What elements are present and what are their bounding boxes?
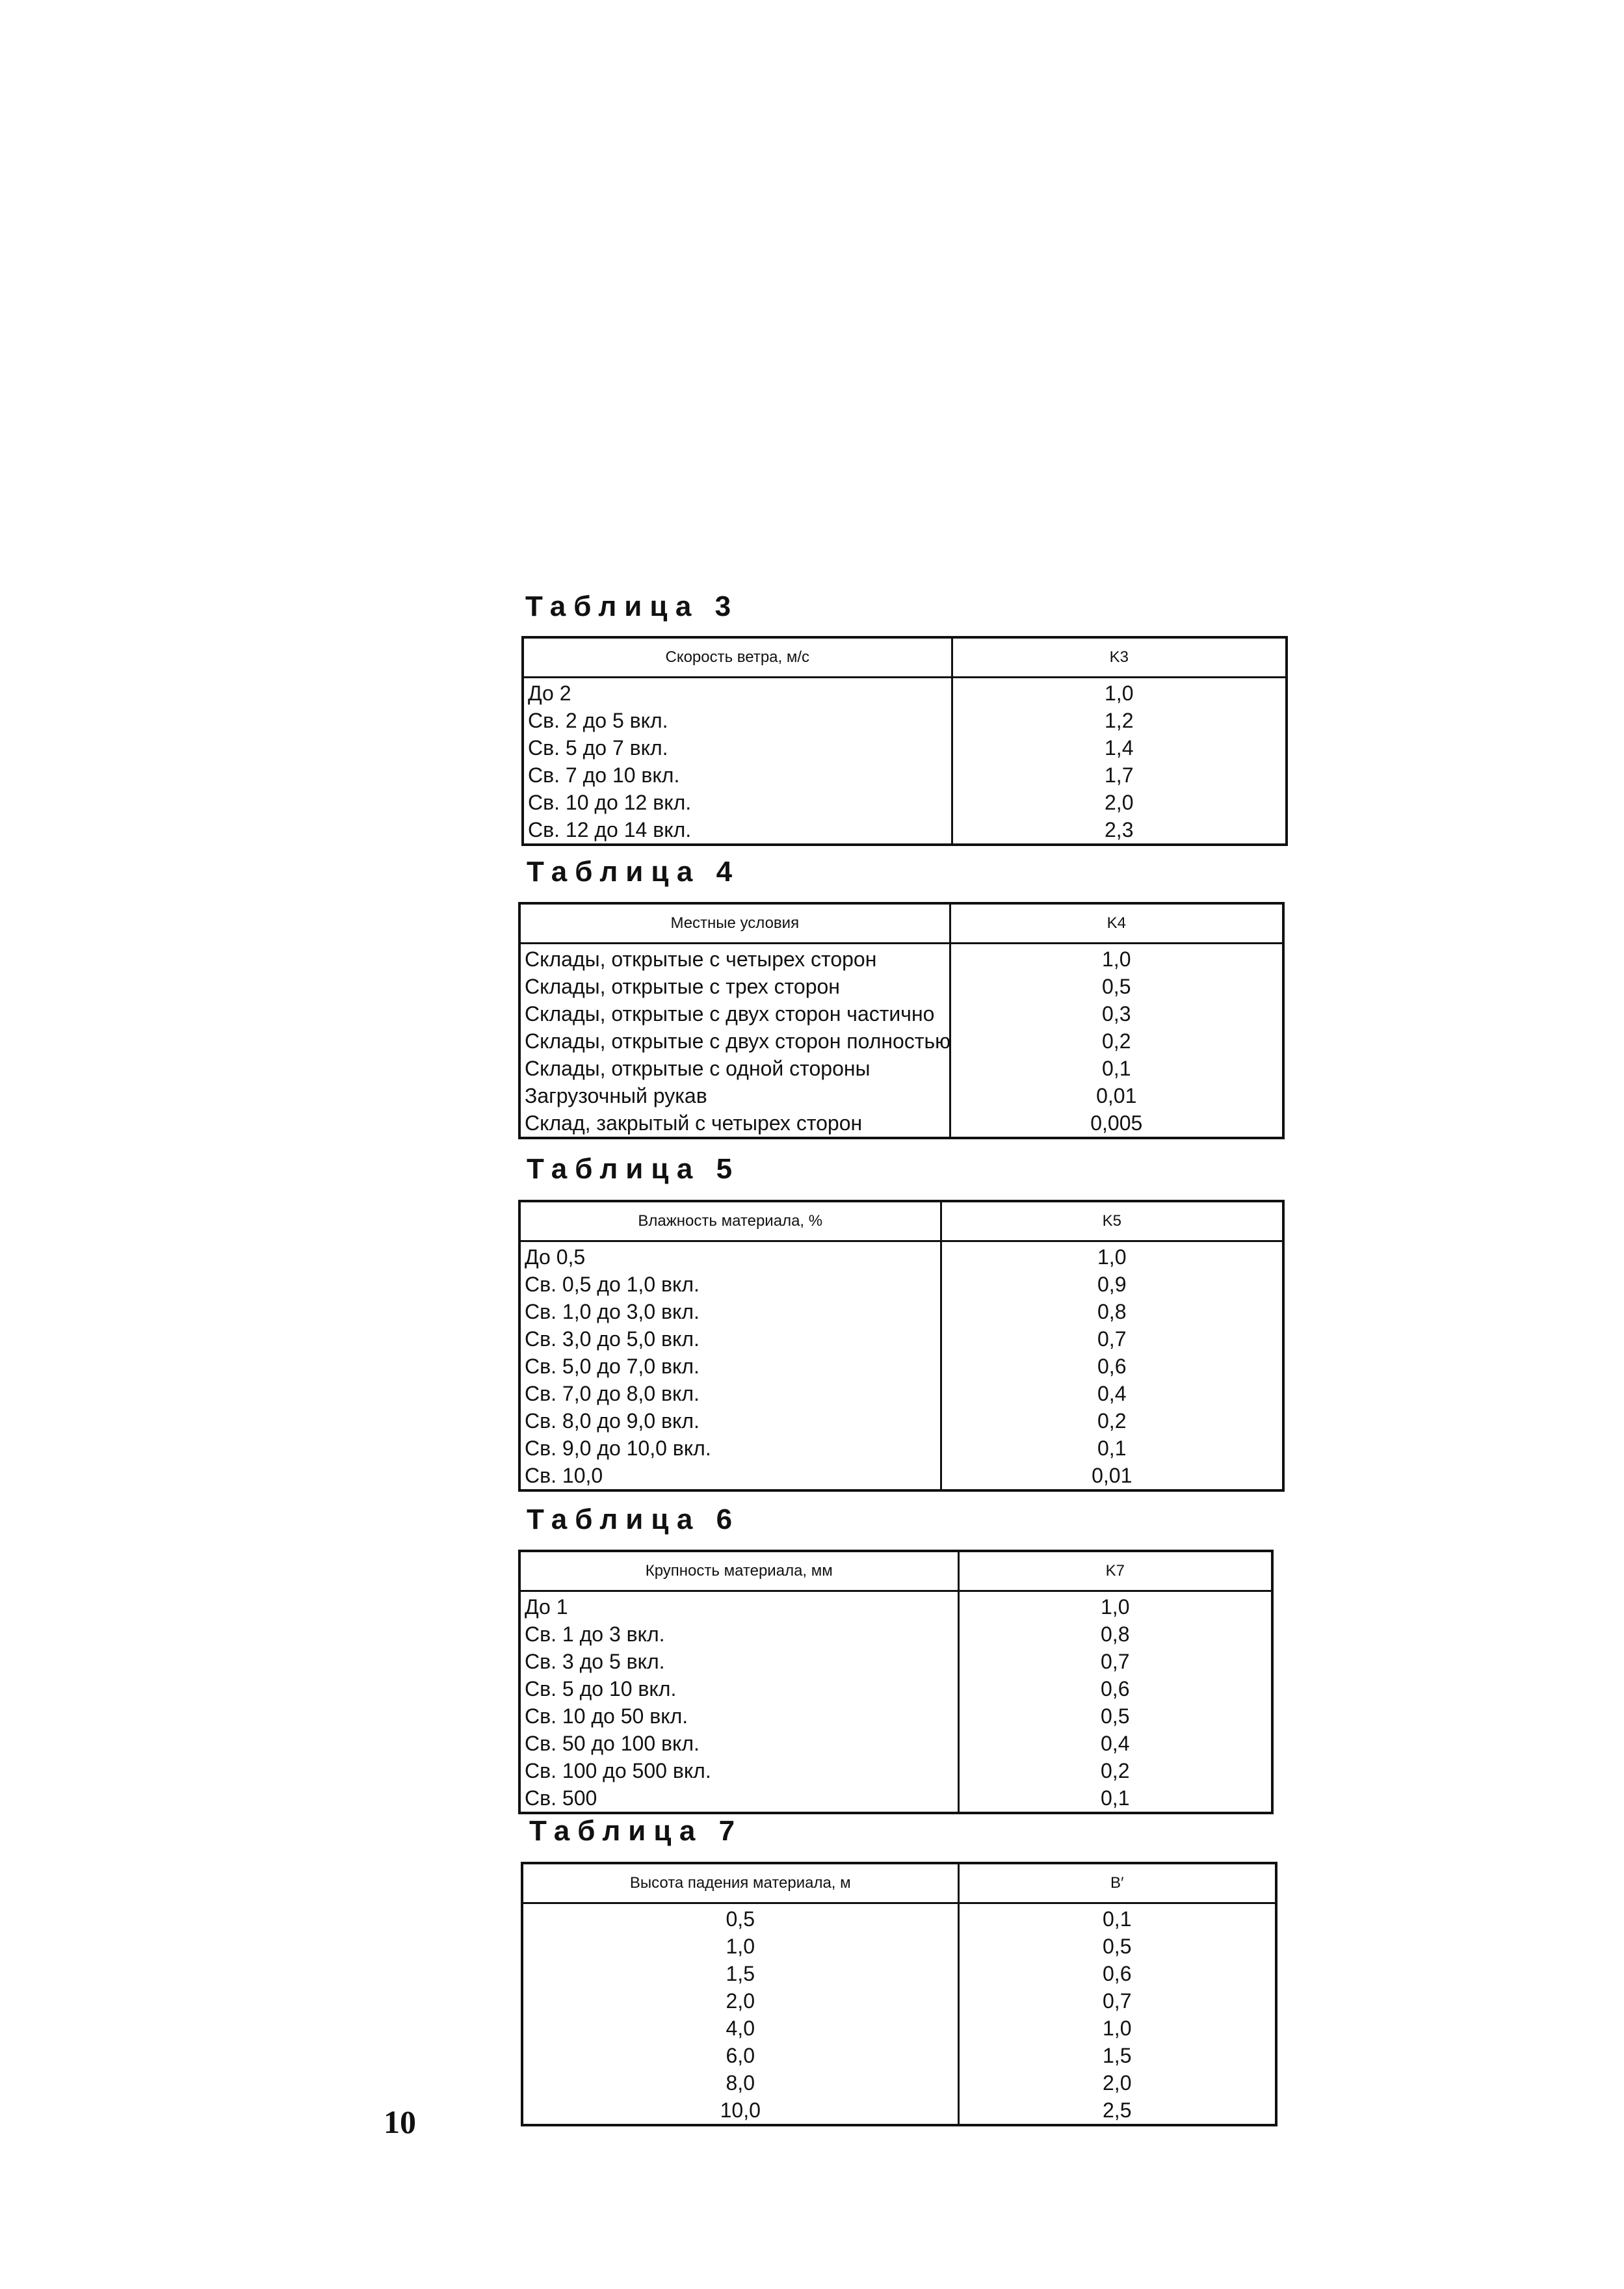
table-header-row xyxy=(519,1201,1283,1241)
table-6 xyxy=(518,1550,1274,1814)
table-row xyxy=(519,973,1283,1000)
table-row xyxy=(522,1987,1276,2015)
table-4-caption: Таблица 4 xyxy=(527,856,740,888)
table-row xyxy=(522,2042,1276,2069)
table-cell-coef: 1,7 xyxy=(952,761,1287,789)
table-cell-param: Склады, открытые с трех сторон xyxy=(519,973,950,1000)
table-3 xyxy=(521,636,1288,846)
table-cell-coef: 0,3 xyxy=(950,1000,1283,1027)
table-cell-coef: 0,6 xyxy=(941,1353,1283,1380)
table-cell-coef: 0,6 xyxy=(958,1960,1276,1987)
table-row xyxy=(519,1784,1272,1813)
table-5-header-param: Влажность материала, % xyxy=(519,1201,941,1241)
table-row xyxy=(519,1082,1283,1109)
table-cell-param: 2,0 xyxy=(522,1987,958,2015)
table-row xyxy=(523,707,1287,734)
table-cell-param: 6,0 xyxy=(522,2042,958,2069)
table-cell-param: Св. 100 до 500 вкл. xyxy=(519,1757,958,1784)
table-row xyxy=(519,1055,1283,1082)
table-cell-param: До 1 xyxy=(519,1591,958,1621)
table-header-row xyxy=(522,1863,1276,1903)
table-5-header-coef: K5 xyxy=(941,1201,1283,1241)
table-4-header-param: Местные условия xyxy=(519,903,950,944)
table-cell-param: Св. 12 до 14 вкл. xyxy=(523,816,952,845)
table-cell-coef: 0,5 xyxy=(950,973,1283,1000)
table-cell-coef: 2,5 xyxy=(958,2097,1276,2125)
table-7-caption: Таблица 7 xyxy=(529,1815,743,1847)
table-row xyxy=(523,816,1287,845)
table-4-header-coef: K4 xyxy=(950,903,1283,944)
table-cell-coef: 1,5 xyxy=(958,2042,1276,2069)
table-cell-param: 1,5 xyxy=(522,1960,958,1987)
table-cell-coef: 1,0 xyxy=(952,678,1287,708)
table-row xyxy=(519,1353,1283,1380)
table-cell-coef: 0,01 xyxy=(941,1462,1283,1490)
table-cell-param: Св. 8,0 до 9,0 вкл. xyxy=(519,1407,941,1435)
table-row xyxy=(523,761,1287,789)
table-row xyxy=(519,1757,1272,1784)
table-cell-coef: 1,0 xyxy=(950,944,1283,973)
table-cell-coef: 0,4 xyxy=(941,1380,1283,1407)
table-cell-param: Склады, открытые с двух сторон частично xyxy=(519,1000,950,1027)
table-cell-param: Загрузочный рукав xyxy=(519,1082,950,1109)
table-row xyxy=(519,1241,1283,1271)
table-cell-coef: 0,7 xyxy=(958,1648,1272,1675)
table-row xyxy=(522,1903,1276,1933)
table-3-header-coef: K3 xyxy=(952,637,1287,678)
table-cell-param: Св. 1 до 3 вкл. xyxy=(519,1621,958,1648)
table-cell-coef: 1,0 xyxy=(941,1241,1283,1271)
table-header-row xyxy=(519,903,1283,944)
table-7-header-coef: B′ xyxy=(958,1863,1276,1903)
table-cell-param: Св. 1,0 до 3,0 вкл. xyxy=(519,1298,941,1325)
table-cell-param: 10,0 xyxy=(522,2097,958,2125)
table-7-header-param: Высота падения материала, м xyxy=(522,1863,958,1903)
table-row xyxy=(519,944,1283,973)
table-header-row xyxy=(523,637,1287,678)
table-row xyxy=(522,1960,1276,1987)
table-7 xyxy=(521,1862,1277,2126)
table-cell-param: До 0,5 xyxy=(519,1241,941,1271)
table-row xyxy=(522,1933,1276,1960)
table-cell-param: Склады, открытые с одной стороны xyxy=(519,1055,950,1082)
table-4 xyxy=(518,902,1285,1139)
table-6-header-coef: K7 xyxy=(958,1551,1272,1591)
table-cell-coef: 0,8 xyxy=(941,1298,1283,1325)
table-row xyxy=(519,1109,1283,1138)
table-cell-param: Св. 50 до 100 вкл. xyxy=(519,1730,958,1757)
table-cell-param: Склады, открытые с четырех сторон xyxy=(519,944,950,973)
table-3-header-param: Скорость ветра, м/с xyxy=(523,637,952,678)
table-cell-coef: 0,5 xyxy=(958,1933,1276,1960)
table-cell-coef: 1,2 xyxy=(952,707,1287,734)
table-row xyxy=(519,1000,1283,1027)
table-row xyxy=(519,1462,1283,1490)
table-cell-coef: 0,8 xyxy=(958,1621,1272,1648)
table-cell-coef: 1,4 xyxy=(952,734,1287,761)
table-cell-param: Св. 5 до 7 вкл. xyxy=(523,734,952,761)
table-cell-param: Св. 500 xyxy=(519,1784,958,1813)
table-row xyxy=(522,2097,1276,2125)
table-row xyxy=(519,1648,1272,1675)
table-cell-param: Св. 9,0 до 10,0 вкл. xyxy=(519,1435,941,1462)
table-6-header-param: Крупность материала, мм xyxy=(519,1551,958,1591)
table-cell-coef: 0,5 xyxy=(958,1702,1272,1730)
table-cell-coef: 0,2 xyxy=(958,1757,1272,1784)
table-cell-param: Св. 7,0 до 8,0 вкл. xyxy=(519,1380,941,1407)
table-cell-param: Св. 2 до 5 вкл. xyxy=(523,707,952,734)
table-cell-param: Св. 10,0 xyxy=(519,1462,941,1490)
table-row xyxy=(519,1271,1283,1298)
table-cell-param: Св. 3 до 5 вкл. xyxy=(519,1648,958,1675)
table-cell-param: До 2 xyxy=(523,678,952,708)
table-row xyxy=(519,1591,1272,1621)
table-row xyxy=(519,1298,1283,1325)
table-cell-param: Св. 5 до 10 вкл. xyxy=(519,1675,958,1702)
table-5 xyxy=(518,1200,1285,1492)
table-cell-coef: 1,0 xyxy=(958,1591,1272,1621)
table-cell-param: 4,0 xyxy=(522,2015,958,2042)
table-cell-coef: 2,0 xyxy=(952,789,1287,816)
table-header-row xyxy=(519,1551,1272,1591)
table-row xyxy=(522,2015,1276,2042)
table-cell-coef: 0,1 xyxy=(950,1055,1283,1082)
table-row xyxy=(519,1621,1272,1648)
table-cell-param: Склады, открытые с двух сторон полностью xyxy=(519,1027,950,1055)
table-cell-coef: 0,01 xyxy=(950,1082,1283,1109)
table-row xyxy=(519,1325,1283,1353)
table-row xyxy=(522,2069,1276,2097)
table-cell-coef: 1,0 xyxy=(958,2015,1276,2042)
table-row xyxy=(519,1730,1272,1757)
table-cell-param: Св. 0,5 до 1,0 вкл. xyxy=(519,1271,941,1298)
table-cell-param: 8,0 xyxy=(522,2069,958,2097)
table-row xyxy=(519,1380,1283,1407)
table-cell-param: Св. 10 до 12 вкл. xyxy=(523,789,952,816)
table-cell-coef: 0,4 xyxy=(958,1730,1272,1757)
table-cell-coef: 2,3 xyxy=(952,816,1287,845)
table-cell-coef: 0,1 xyxy=(958,1784,1272,1813)
table-row xyxy=(519,1702,1272,1730)
table-6-caption: Таблица 6 xyxy=(527,1503,740,1535)
table-cell-param: Склад, закрытый с четырех сторон xyxy=(519,1109,950,1138)
table-cell-param: Св. 5,0 до 7,0 вкл. xyxy=(519,1353,941,1380)
table-cell-coef: 0,2 xyxy=(950,1027,1283,1055)
table-cell-coef: 0,005 xyxy=(950,1109,1283,1138)
table-cell-coef: 0,9 xyxy=(941,1271,1283,1298)
table-cell-coef: 0,1 xyxy=(958,1903,1276,1933)
table-row xyxy=(519,1027,1283,1055)
table-row xyxy=(523,678,1287,708)
table-row xyxy=(519,1407,1283,1435)
table-row xyxy=(523,734,1287,761)
table-cell-param: Св. 7 до 10 вкл. xyxy=(523,761,952,789)
table-row xyxy=(519,1675,1272,1702)
table-cell-coef: 0,7 xyxy=(958,1987,1276,2015)
table-row xyxy=(523,789,1287,816)
table-cell-coef: 2,0 xyxy=(958,2069,1276,2097)
table-5-caption: Таблица 5 xyxy=(527,1153,740,1185)
table-cell-coef: 0,7 xyxy=(941,1325,1283,1353)
table-cell-param: 1,0 xyxy=(522,1933,958,1960)
table-cell-coef: 0,1 xyxy=(941,1435,1283,1462)
table-cell-coef: 0,2 xyxy=(941,1407,1283,1435)
table-3-caption: Таблица 3 xyxy=(525,590,739,622)
page-number: 10 xyxy=(384,2104,416,2140)
table-cell-param: Св. 10 до 50 вкл. xyxy=(519,1702,958,1730)
table-cell-param: 0,5 xyxy=(522,1903,958,1933)
table-cell-param: Св. 3,0 до 5,0 вкл. xyxy=(519,1325,941,1353)
table-row xyxy=(519,1435,1283,1462)
table-cell-coef: 0,6 xyxy=(958,1675,1272,1702)
